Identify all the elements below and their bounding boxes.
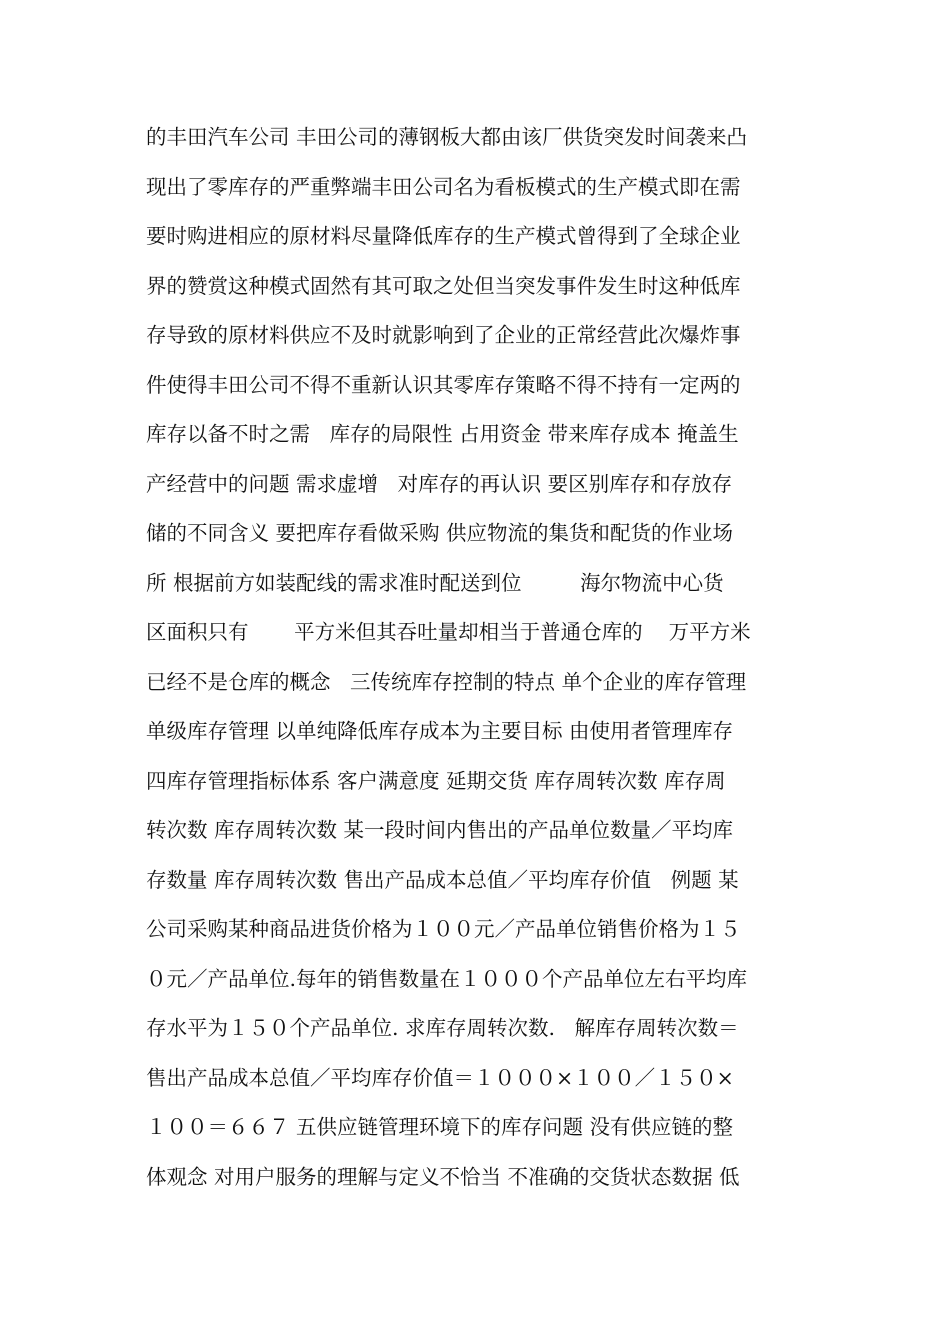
text-line: 存数量 库存周转次数 售出产品成本总值／平均库存价值 例题 某 bbox=[146, 867, 739, 892]
text-line: 产经营中的问题 需求虚增 对库存的再认识 要区别库存和存放存 bbox=[146, 471, 733, 496]
text-line: 体观念 对用户服务的理解与定义不恰当 不准确的交货状态数据 低 bbox=[146, 1164, 740, 1189]
text-line: 件使得丰田公司不得不重新认识其零库存策略不得不持有一定两的 bbox=[146, 372, 741, 397]
document-body bbox=[146, 113, 810, 1202]
text-line: 转次数 库存周转次数 某一段时间内售出的产品单位数量／平均库 bbox=[146, 818, 734, 842]
text-line: 界的赞赏这种模式固然有其可取之处但当突发事件发生时这种低库 bbox=[146, 273, 741, 298]
text-line: 已经不是仓库的概念 三传统库存控制的特点 单个企业的库存管理 bbox=[146, 669, 747, 694]
text-line: 的丰田汽车公司 丰田公司的薄钢板大都由该厂供货突发时间袭来凸 bbox=[146, 125, 748, 149]
text-line: 存导致的原材料供应不及时就影响到了企业的正常经营此次爆炸事 bbox=[146, 323, 741, 347]
text-line: 四库存管理指标体系 客户满意度 延期交货 库存周转次数 库存周 bbox=[146, 768, 726, 793]
text-line: 单级库存管理 以单纯降低库存成本为主要目标 由使用者管理库存 bbox=[146, 719, 734, 743]
text-line: ０元／产品单位.每年的销售数量在１０００个产品单位左右平均库 bbox=[146, 966, 748, 991]
text-line: 售出产品成本总值／平均库存价值＝１０００×１００／１５０× bbox=[146, 1065, 734, 1090]
text-line: 存水平为１５０个产品单位. 求库存周转次数. 解库存周转次数＝ bbox=[146, 1016, 739, 1040]
text-line: 公司采购某种商品进货价格为１００元／产品单位销售价格为１５ bbox=[146, 917, 741, 941]
text-line: 储的不同含义 要把库存看做采购 供应物流的集货和配货的作业场 bbox=[146, 521, 734, 545]
text-line: 库存以备不时之需 库存的局限性 占用资金 带来库存成本 掩盖生 bbox=[146, 422, 739, 446]
text-line: 所 根据前方如装配线的需求准时配送到位 海尔物流中心货 bbox=[146, 570, 724, 595]
text-line: 要时购进相应的原材料尽量降低库存的生产模式曾得到了全球企业 bbox=[146, 224, 741, 248]
text-line: １００＝６６７ 五供应链管理环境下的库存问题 没有供应链的整 bbox=[146, 1115, 734, 1139]
text-line: 现出了零库存的严重弊端丰田公司名为看板模式的生产模式即在需 bbox=[146, 174, 741, 199]
text-line: 区面积只有 平方米但其吞吐量却相当于普通仓库的 万平方米 bbox=[146, 620, 751, 644]
